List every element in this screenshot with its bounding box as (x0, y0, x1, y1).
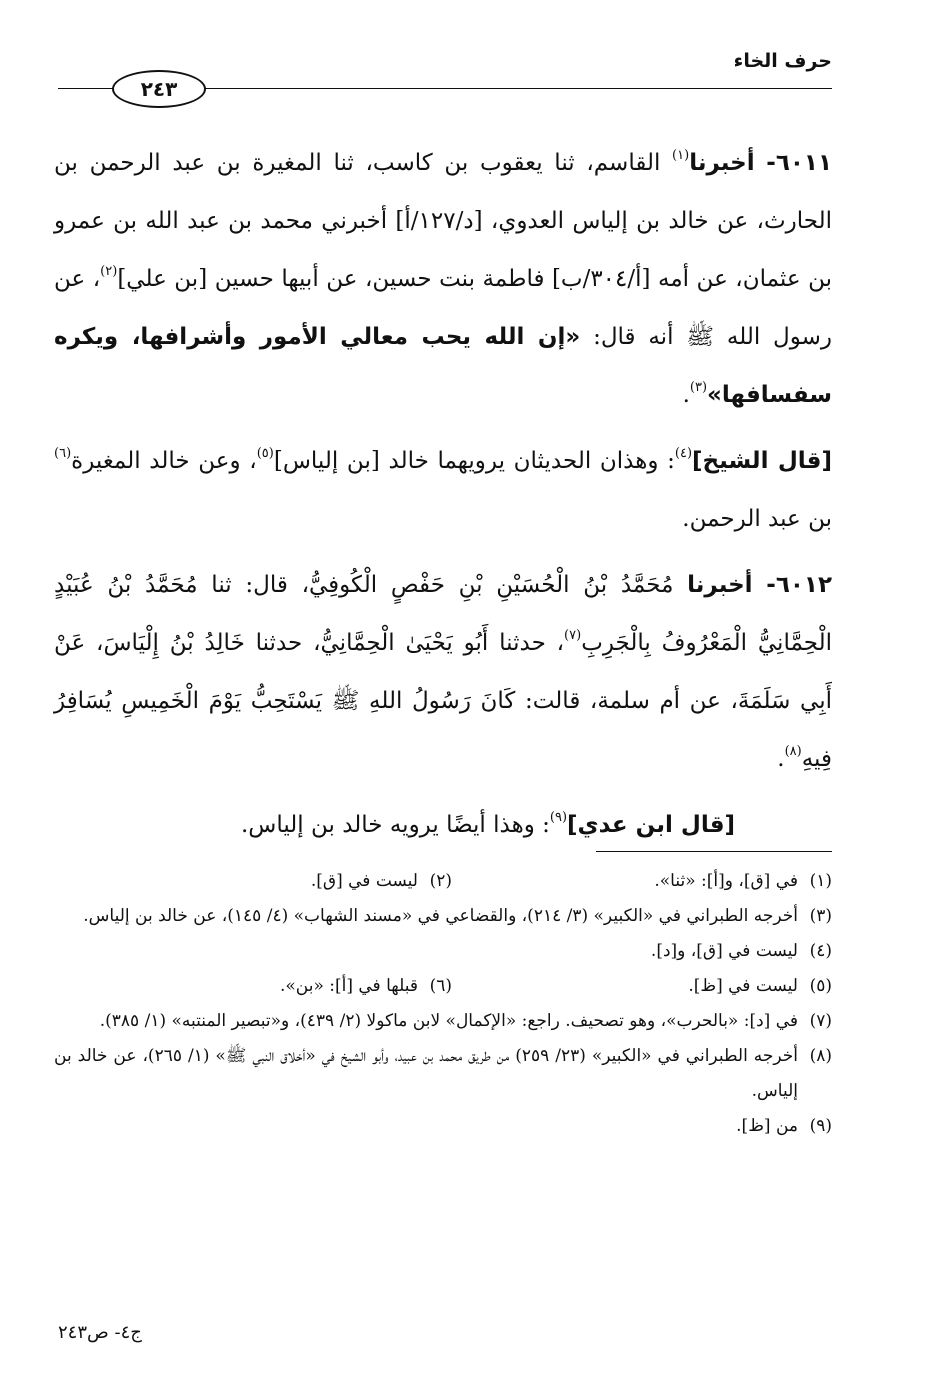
footnote-text: ليست في [ق]، و[د]. (650, 941, 798, 961)
footnote-text: أخرجه الطبراني في «الكبير» (٣/ ٢١٤)، والقضاعي في «مسند الشهاب» (٤/ ١٤٥)، عن خالد بن إلياس. (83, 906, 798, 926)
footnote-ref: (١) (672, 148, 690, 163)
running-header: حرف الخاء (733, 50, 832, 72)
footnote-row (54, 969, 832, 1004)
footnote-ref: (٤) (674, 446, 693, 461)
comment-lead: [قال ابن عدي] (567, 812, 736, 838)
comment-text: بن عبد الرحمن. (682, 506, 832, 532)
footnote-rule (596, 851, 832, 852)
footnote-item (452, 969, 832, 1004)
footnote-text: في [ق]، و[أ]: «ثنا». (654, 871, 798, 891)
footnote-item (452, 864, 832, 899)
footnote-number: (٤) (809, 941, 832, 961)
footnote-text: ليست في [ظ]. (688, 976, 798, 996)
page-number-badge: ٢٤٣ (112, 70, 206, 108)
hadith-matn: «إن الله يحب معالي الأمور وأشرافها، ويكره سفسافها» (54, 324, 832, 408)
hadith-number: ٦٠١١- (766, 150, 832, 176)
footnote-number: (٩) (809, 1116, 832, 1136)
main-text (54, 134, 832, 854)
footnote-item (54, 934, 832, 969)
footnote-ref: (٧) (564, 628, 582, 643)
hadith-number: ٦٠١٢- (766, 572, 832, 598)
volume-page-reference: ج٤- ص٢٤٣ (58, 1322, 142, 1343)
shaykh-comment (54, 432, 832, 548)
footnote-number: (٧) (809, 1011, 832, 1031)
isnad-text: مُحَمَّدُ بْنُ الْحُسَيْنِ بْنِ حَفْصٍ الْكُوفِيُّ، قال: ثنا مُحَمَّدُ بْنُ عُبَيْدٍ الْحِمَّانِيُّ الْمَعْرُوفُ بِالْجَرِبِ (54, 572, 833, 656)
footnote-number: (٣) (809, 906, 832, 926)
footnote-item (54, 1039, 832, 1109)
footnote-ref: (٣) (689, 380, 708, 395)
footnote-text: أخرجه الطبراني في «الكبير» (٢٣/ ٢٥٩) من طريق محمد بن عبيد، وأبو الشيخ في «أخلاق النبي ﷺ» (١/ ٢٦٥)، عن خالد بن إلياس. (54, 1046, 798, 1101)
isnad-text: القاسم، ثنا يعقوب بن كاسب، ثنا المغيرة بن عبد الرحمن بن الحارث، عن خالد بن إلياس العدوي، [د/١٢٧/أ] أخبرني محمد بن عبد الله بن عمرو بن عثمان، عن أمه [أ/٣٠٤/ب] فاطمة بنت حسين، عن أبيها حسين [بن علي] (54, 150, 832, 292)
footnote-item (54, 1109, 832, 1144)
footnote-number: (٦) (429, 976, 452, 996)
isnad-text: ، عن رسول الله ﷺ أنه قال: (54, 266, 832, 350)
footnote-item (54, 899, 832, 934)
footnote-item (280, 969, 452, 1004)
footnote-ref: (٨) (784, 744, 802, 759)
ibn-adi-comment (54, 796, 832, 854)
hadith-6011 (54, 134, 832, 424)
narration-lead: أخبرنا (687, 572, 753, 598)
footnote-text: في [د]: «بالحرب»، وهو تصحيف. راجع: «الإكمال» لابن ماكولا (٢/ ٤٣٩)، و«تبصير المنتبه» (١/ ٣٨٥). (99, 1011, 798, 1031)
period: . (682, 382, 690, 408)
footnote-number: (٢) (429, 871, 452, 891)
footnote-ref: (٩) (549, 810, 568, 825)
hadith-6012 (54, 556, 832, 788)
footnote-number: (١) (809, 871, 832, 891)
comment-text: : وهذان الحديثان يرويهما خالد [بن إلياس] (273, 448, 675, 474)
footnote-text: من [ظ]. (736, 1116, 798, 1136)
comment-text: : وهذا أيضًا يرويه خالد بن إلياس. (240, 812, 550, 838)
footnote-number: (٥) (809, 976, 832, 996)
footnote-row (54, 864, 832, 899)
period: . (777, 746, 785, 772)
footnote-ref: (٦) (54, 446, 72, 461)
isnad-text: ، حدثنا أَبُو يَحْيَىٰ الْحِمَّانِيُّ، حدثنا خَالِدُ بْنُ إِلْيَاسَ، عَنْ أَبِي سَلَمَةَ، عن أم سلمة، قالت: كَانَ رَسُولُ اللهِ ﷺ يَسْتَحِبُّ يَوْمَ الْخَمِيسِ يُسَافِرُ فِيهِ (54, 630, 832, 772)
footnote-ref: (٥) (256, 446, 274, 461)
footnote-item (54, 1004, 832, 1039)
footnote-item (311, 864, 452, 899)
footnote-text: قبلها في [أ]: «بن». (279, 976, 418, 996)
footnote-text: ليست في [ق]. (310, 871, 418, 891)
comment-text: ، وعن خالد المغيرة (71, 448, 257, 474)
comment-lead: [قال الشيخ] (692, 448, 832, 474)
narration-lead: أخبرنا (689, 150, 755, 176)
footnote-ref: (٢) (100, 264, 118, 279)
footnotes (54, 864, 832, 1144)
footnote-number: (٨) (809, 1046, 832, 1066)
